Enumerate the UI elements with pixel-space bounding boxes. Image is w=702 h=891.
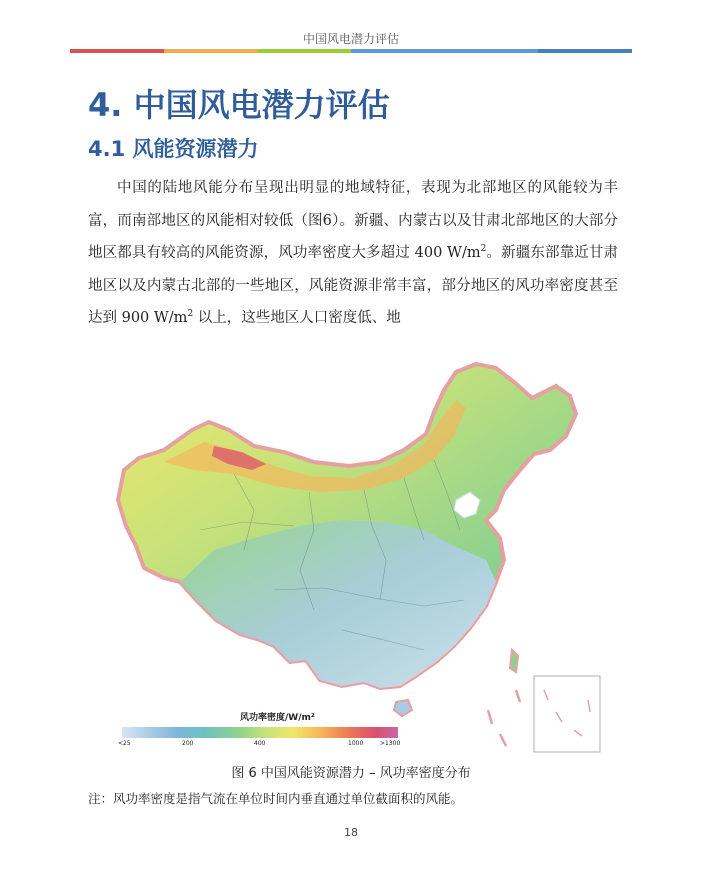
figure-note: 注：风功率密度是指气流在单位时间内垂直通过单位截面积的风能。 <box>88 791 464 806</box>
legend-title: 风功率密度/W/m² <box>240 713 315 723</box>
wind-power-density-map <box>104 350 604 758</box>
color-bar-segment <box>70 49 164 53</box>
color-bar-segment <box>257 49 351 53</box>
legend-tick: <25 <box>118 740 131 747</box>
legend-tick: 1000 <box>348 740 364 747</box>
legend-ticks <box>118 740 404 750</box>
section-title: 4.1 风能资源潜力 <box>88 137 259 161</box>
superscript: 2 <box>480 244 487 255</box>
paragraph-text: 中国的陆地风能分布呈现出明显的地域特征，表现为北部地区的风能较为丰富，而南部地区的风能相对较低（图6）。新疆、内蒙古以及甘肃北部地区的大部分地区都具有较高的风能资源，风功率密度大多超过 400 W/m <box>88 180 618 261</box>
color-bar-segment <box>445 49 539 53</box>
nine-dash-line <box>488 690 520 746</box>
paragraph-text: 以上，这些地区人口密度低、地 <box>193 310 401 326</box>
legend-tick: >1300 <box>380 740 401 747</box>
legend-color-scale <box>122 727 398 738</box>
taiwan-island <box>510 650 518 672</box>
color-bar-segment <box>538 49 632 53</box>
superscript: 2 <box>187 309 194 320</box>
legend-tick: 200 <box>182 740 194 747</box>
chapter-title: 4. 中国风电潜力评估 <box>88 86 390 124</box>
running-header: 中国风电潜力评估 <box>302 32 399 46</box>
figure-caption: 图 6 中国风能资源潜力 – 风功率密度分布 <box>231 766 471 781</box>
hainan-island <box>394 700 412 716</box>
china-map-figure <box>104 350 604 758</box>
south-china-sea-inset <box>534 676 600 752</box>
header-color-bar <box>70 49 632 53</box>
body-paragraph <box>88 172 618 335</box>
paragraph-text: 。新疆东部靠近甘肃地区以及内蒙古北部的一些地区，风能资源非常丰富，部分地区的风功率密度甚至达到 900 W/m <box>88 245 619 326</box>
color-bar-segment <box>351 49 445 53</box>
page-number: 18 <box>344 826 358 839</box>
color-bar-segment <box>164 49 258 53</box>
legend-tick: 400 <box>254 740 266 747</box>
